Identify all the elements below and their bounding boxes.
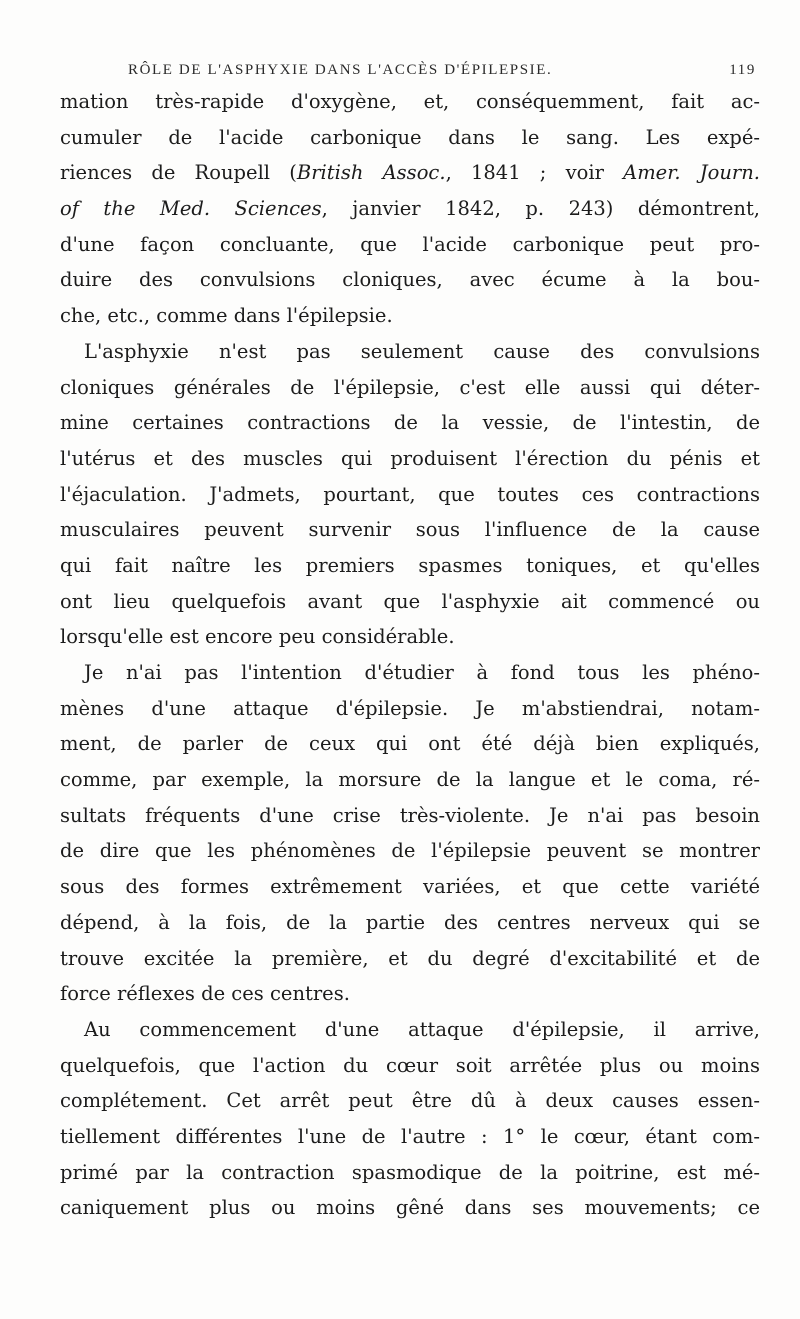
text-line <box>60 227 760 263</box>
line-segment: , 1841 ; voir <box>445 161 624 185</box>
line-segment: duire des convulsions cloniques, avec écume à la bou- <box>60 268 760 292</box>
body-text <box>60 84 760 1226</box>
running-title: RÔLE DE L'ASPHYXIE DANS L'ACCÈS D'ÉPILEPSIE. <box>128 62 553 78</box>
italic-citation: Amer. Journ. <box>623 161 761 185</box>
text-line <box>60 1119 760 1155</box>
line-segment: L'asphyxie n'est pas seulement cause des convulsions <box>84 339 760 363</box>
line-segment: mènes d'une attaque d'épilepsie. Je m'abstiendrai, notam- <box>60 696 760 720</box>
text-line <box>60 655 760 691</box>
line-segment: mine certaines contractions de la vessie, de l'intestin, de <box>60 411 760 435</box>
line-segment: dépend, à la fois, de la partie des centres nerveux qui se <box>60 910 760 934</box>
line-segment: che, etc., comme dans l'épilepsie. <box>60 304 393 328</box>
text-line <box>60 191 760 227</box>
line-segment: d'une façon concluante, que l'acide carbonique peut pro- <box>60 232 760 256</box>
line-segment: musculaires peuvent survenir sous l'influence de la cause <box>60 518 760 542</box>
line-segment: mation très-rapide d'oxygène, et, conséquemment, fait ac- <box>60 90 760 113</box>
line-segment: l'utérus et des muscles qui produisent l'érection du pénis et <box>60 446 760 470</box>
text-line <box>60 976 760 1012</box>
text-line <box>60 905 760 941</box>
running-header <box>128 62 756 84</box>
text-line <box>60 441 760 477</box>
page-number: 119 <box>729 62 756 78</box>
line-segment: caniquement plus ou moins gêné dans ses mouvements; ce <box>60 1196 760 1220</box>
line-segment: sous des formes extrêmement variées, et que cette variété <box>60 875 760 899</box>
line-segment: comme, par exemple, la morsure de la langue et le coma, ré- <box>60 768 760 792</box>
line-segment: cloniques générales de l'épilepsie, c'est elle aussi qui déter- <box>60 375 760 399</box>
line-segment: sultats fréquents d'une crise très-violente. Je n'ai pas besoin <box>60 803 760 827</box>
line-segment: complétement. Cet arrêt peut être dû à deux causes essen- <box>60 1089 760 1113</box>
text-line <box>60 1012 760 1048</box>
text-line <box>60 405 760 441</box>
text-line <box>60 941 760 977</box>
text-line <box>60 1083 760 1119</box>
text-line <box>60 512 760 548</box>
line-segment: lorsqu'elle est encore peu considérable. <box>60 625 455 649</box>
text-line <box>60 262 760 298</box>
line-segment: force réflexes de ces centres. <box>60 982 350 1006</box>
line-segment: ment, de parler de ceux qui ont été déjà bien expliqués, <box>60 732 760 756</box>
line-segment: Je n'ai pas l'intention d'étudier à fond tous les phéno- <box>84 661 760 684</box>
text-line <box>60 584 760 620</box>
text-line <box>60 833 760 869</box>
line-segment: de dire que les phénomènes de l'épilepsie peuvent se montrer <box>60 839 760 863</box>
line-segment: quelquefois, que l'action du cœur soit arrêtée plus ou moins <box>60 1053 760 1077</box>
text-line <box>60 370 760 406</box>
text-line <box>60 334 760 370</box>
text-line <box>60 155 760 191</box>
text-line <box>60 477 760 513</box>
line-segment: l'éjaculation. J'admets, pourtant, que toutes ces contractions <box>60 482 760 506</box>
line-segment: trouve excitée la première, et du degré d'excitabilité et de <box>60 946 760 970</box>
text-line <box>60 762 760 798</box>
line-segment: , janvier 1842, p. 243) démontrent, <box>321 197 760 221</box>
text-line <box>60 1190 760 1226</box>
line-segment: tiellement différentes l'une de l'autre : 1° le cœur, étant com- <box>60 1124 760 1148</box>
text-line <box>60 798 760 834</box>
line-segment: primé par la contraction spasmodique de la poitrine, est mé- <box>60 1160 760 1184</box>
text-line <box>60 548 760 584</box>
text-line <box>60 726 760 762</box>
line-segment: cumuler de l'acide carbonique dans le sang. Les expé- <box>60 125 760 149</box>
text-line <box>60 120 760 156</box>
text-line <box>60 619 760 655</box>
line-segment: Au commencement d'une attaque d'épilepsie, il arrive, <box>84 1017 760 1041</box>
text-line <box>60 691 760 727</box>
line-segment: qui fait naître les premiers spasmes toniques, et qu'elles <box>60 553 760 577</box>
line-segment: ont lieu quelquefois avant que l'asphyxie ait commencé ou <box>60 589 760 613</box>
italic-citation: of the Med. Sciences <box>60 197 322 221</box>
text-line <box>60 84 760 120</box>
text-line <box>60 1155 760 1191</box>
italic-citation: British Assoc. <box>296 161 446 185</box>
text-line <box>60 298 760 334</box>
line-segment: riences de Roupell ( <box>60 161 297 185</box>
text-line <box>60 1048 760 1084</box>
text-line <box>60 869 760 905</box>
